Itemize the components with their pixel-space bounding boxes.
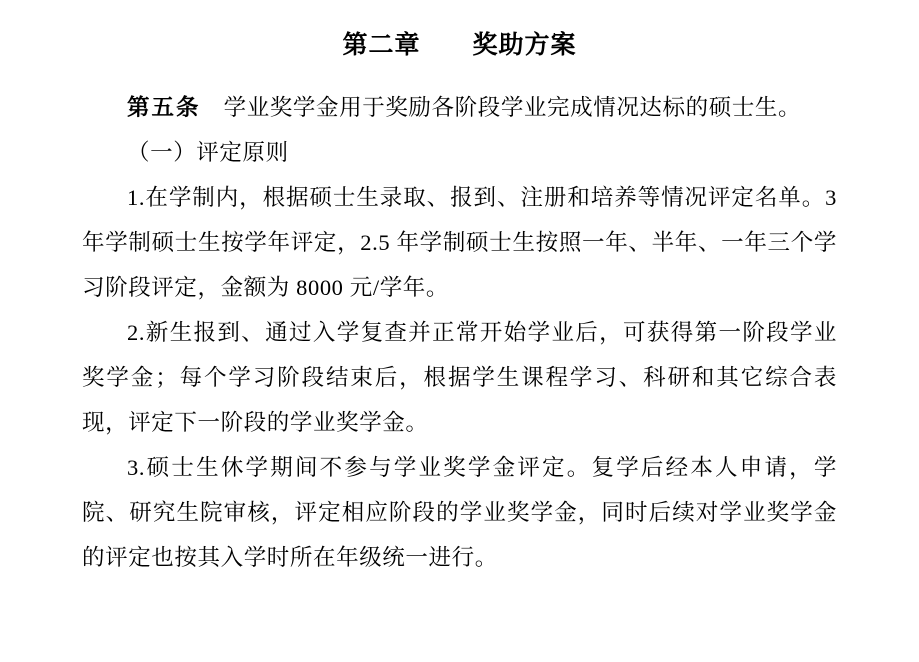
article-number-label: 第五条 xyxy=(127,95,201,120)
article-5-text: 学业奖学金用于奖励各阶段学业完成情况达标的硕士生。 xyxy=(200,95,802,120)
chapter-title: 第二章 奖助方案 xyxy=(342,32,577,59)
document-body xyxy=(82,85,837,580)
paragraph-item-1: 1.在学制内，根据硕士生录取、报到、注册和培养等情况评定名单。3 年学制硕士生按学年评定，2.5 年学制硕士生按照一年、半年、一年三个学习阶段评定，金额为 8000 元/学年。 xyxy=(82,185,837,300)
paragraph-item-3: 3.硕士生休学期间不参与学业奖学金评定。复学后经本人申请，学院、研究生院审核，评定相应阶段的学业奖学金，同时后续对学业奖学金的评定也按其入学时所在年级统一进行。 xyxy=(82,455,837,570)
paragraph-section-1-heading: （一）评定原则 xyxy=(127,140,289,165)
paragraph-item-2: 2.新生报到、通过入学复查并正常开始学业后，可获得第一阶段学业奖学金；每个学习阶段结束后，根据学生课程学习、科研和其它综合表现，评定下一阶段的学业奖学金。 xyxy=(82,320,837,435)
paragraph-article-5 xyxy=(82,85,837,130)
